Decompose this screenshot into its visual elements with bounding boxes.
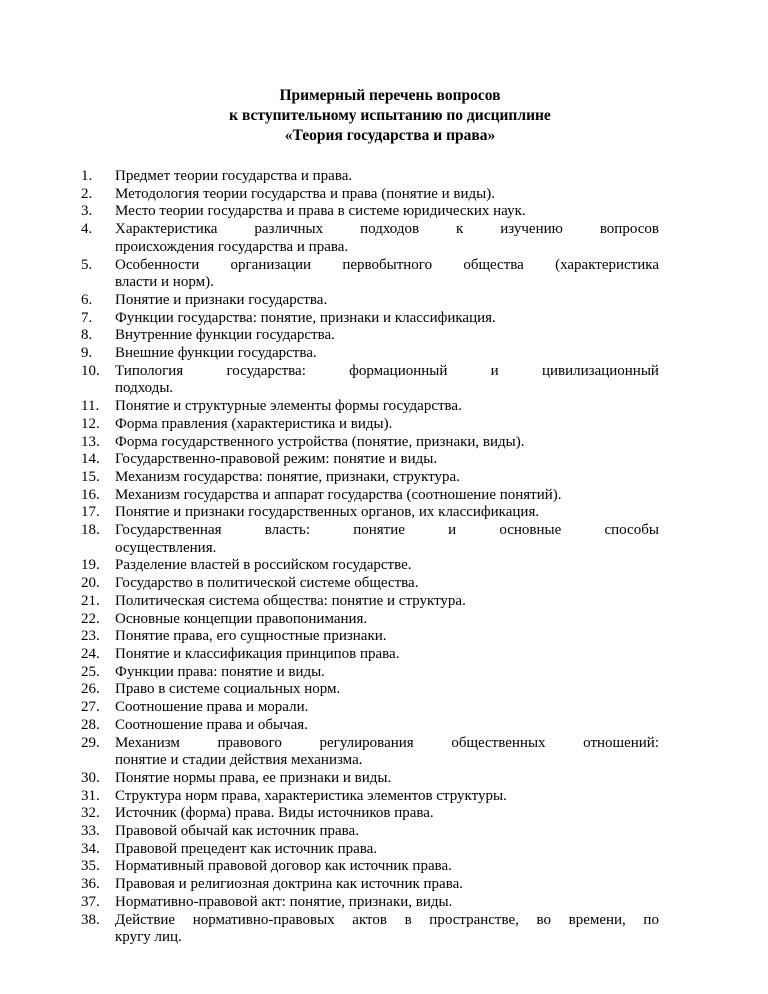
question-word: Типология (115, 362, 184, 379)
question-word: нормативно-правовых (192, 911, 335, 928)
question-number: 11. (81, 398, 100, 415)
question-text: Функции права: понятие и виды. (115, 663, 325, 680)
question-text: Государственно-правовой режим: понятие и виды. (115, 451, 438, 468)
question-word: Механизм (115, 734, 180, 751)
question-word: общества (463, 256, 524, 273)
question-number: 9. (81, 345, 93, 362)
question-number: 18. (81, 522, 100, 539)
question-text: Нормативный правовой договор как источник права. (115, 858, 452, 875)
question-number: 17. (81, 504, 100, 521)
question-item (81, 451, 659, 469)
question-text: Механизм государства и аппарат государства (соотношение понятий). (115, 486, 562, 503)
question-number: 27. (81, 699, 100, 716)
question-text: Внешние функции государства. (115, 345, 317, 362)
question-text-justified-line (115, 221, 659, 239)
question-item (81, 362, 659, 398)
question-item (81, 734, 659, 770)
question-number: 19. (81, 557, 100, 574)
question-word: власть: (264, 522, 310, 539)
question-text-continuation: понятие и стадии действия механизма. (115, 752, 363, 769)
question-number: 2. (81, 185, 93, 202)
document-title (0, 86, 768, 146)
question-item (81, 415, 659, 434)
question-item (81, 309, 659, 328)
question-text: Форма правления (характеристика и виды). (115, 415, 393, 432)
question-number: 23. (81, 628, 100, 645)
question-word: понятие (353, 522, 405, 539)
question-word: государства: (226, 362, 306, 379)
question-item (81, 327, 659, 345)
question-number: 35. (81, 858, 100, 875)
question-text: Предмет теории государства и права. (115, 168, 353, 184)
question-number: 16. (81, 486, 100, 503)
question-text: Форма государственного устройства (понятие, признаки, виды). (115, 433, 525, 450)
question-list (81, 168, 659, 947)
question-text: Понятие и структурные элементы формы государства. (115, 398, 462, 415)
question-item (81, 645, 659, 664)
question-item (81, 787, 659, 806)
question-word: вопросов (599, 221, 659, 238)
question-text-continuation: осуществления. (115, 539, 217, 556)
question-item (81, 522, 659, 557)
question-word: и (490, 362, 499, 379)
question-word: в (404, 911, 412, 928)
question-word: подходов (360, 221, 420, 238)
question-number: 33. (81, 823, 100, 840)
question-text-continuation: кругу лиц. (115, 929, 182, 946)
question-word: Государственная (115, 522, 222, 539)
question-number: 13. (81, 433, 100, 450)
question-number: 28. (81, 716, 100, 733)
question-item (81, 398, 659, 416)
question-item (81, 504, 659, 522)
question-item (81, 610, 659, 629)
question-item (81, 681, 659, 699)
question-item (81, 716, 659, 735)
question-word: изучению (500, 221, 563, 238)
question-word: формационный (349, 362, 448, 379)
question-text: Основные концепции правопонимания. (115, 610, 368, 627)
question-number: 29. (81, 734, 100, 751)
question-item (81, 345, 659, 363)
question-item (81, 221, 659, 256)
question-item (81, 168, 659, 186)
question-number: 5. (81, 256, 93, 273)
question-word: по (643, 911, 659, 928)
question-number: 31. (81, 787, 100, 804)
question-item (81, 893, 659, 912)
question-text: Понятие и признаки государства. (115, 291, 328, 308)
question-word: Характеристика (115, 221, 218, 238)
question-word: (характеристика (555, 256, 659, 273)
question-number: 36. (81, 876, 100, 893)
question-number: 25. (81, 663, 100, 680)
question-text: Механизм государства: понятие, признаки, структура. (115, 468, 460, 485)
question-text: Понятие права, его сущностные признаки. (115, 628, 387, 645)
question-text-continuation: власти и норм). (115, 274, 214, 291)
question-item (81, 911, 659, 947)
question-word: и (448, 522, 457, 539)
question-text-justified-line (115, 257, 659, 275)
title-line-2: к вступительному испытанию по дисциплине (229, 107, 551, 124)
question-item (81, 699, 659, 717)
question-text: Понятие и классификация принципов права. (115, 645, 400, 662)
question-item (81, 185, 659, 204)
question-text: Источник (форма) права. Виды источников права. (115, 805, 434, 822)
question-number: 4. (81, 221, 93, 238)
question-item (81, 592, 659, 611)
question-word: основные (499, 522, 562, 539)
question-text: Методология теории государства и права (понятие и виды). (115, 185, 495, 202)
question-text: Понятие и признаки государственных органов, их классификация. (115, 504, 540, 521)
question-word: регулирования (319, 734, 414, 751)
question-word: способы (604, 522, 659, 539)
question-text: Место теории государства и права в системе юридических наук. (115, 203, 526, 220)
question-text: Право в системе социальных норм. (115, 681, 341, 698)
question-word: актов (352, 911, 387, 928)
question-text: Государство в политической системе общества. (115, 575, 419, 592)
question-number: 24. (81, 645, 100, 662)
question-word: во (536, 911, 551, 928)
question-text: Функции государства: понятие, признаки и классификация. (115, 309, 496, 326)
question-word: цивилизационный (541, 362, 659, 379)
question-word: правового (217, 734, 282, 751)
question-number: 26. (81, 681, 100, 698)
question-text: Разделение властей в российском государстве. (115, 557, 412, 574)
question-item (81, 256, 659, 292)
question-text-justified-line (115, 912, 659, 930)
question-number: 37. (81, 893, 100, 910)
title-line-1: Примерный перечень вопросов (279, 87, 501, 104)
question-number: 15. (81, 468, 100, 485)
question-number: 14. (81, 451, 100, 468)
question-text: Правовой обычай как источник права. (115, 823, 359, 840)
question-word: к (456, 221, 464, 238)
question-text-continuation: происхождения государства и права. (115, 238, 349, 255)
question-number: 1. (81, 168, 93, 184)
question-number: 30. (81, 769, 100, 786)
question-text: Нормативно-правовой акт: понятие, признаки, виды. (115, 893, 453, 910)
question-text-justified-line (115, 522, 659, 540)
question-word: отношений: (583, 734, 659, 751)
question-number: 3. (81, 203, 93, 220)
question-item (81, 433, 659, 452)
question-item (81, 663, 659, 682)
question-text-justified-line (115, 735, 659, 753)
question-item (81, 769, 659, 788)
question-item (81, 840, 659, 859)
question-number: 8. (81, 327, 93, 344)
question-item (81, 628, 659, 646)
question-word: общественных (451, 734, 546, 751)
question-word: Особенности (115, 256, 200, 273)
question-text: Политическая система общества: понятие и структура. (115, 592, 466, 609)
question-number: 12. (81, 415, 100, 432)
question-word: организации (230, 256, 312, 273)
question-item (81, 557, 659, 575)
question-text-justified-line (115, 363, 659, 381)
question-word: различных (254, 221, 324, 238)
question-text: Правовая и религиозная доктрина как источник права. (115, 876, 463, 893)
question-item (81, 575, 659, 593)
title-line-3: «Теория государства и права» (284, 127, 496, 144)
question-number: 20. (81, 575, 100, 592)
question-text: Структура норм права, характеристика элементов структуры. (115, 787, 507, 804)
question-item (81, 858, 659, 876)
question-item (81, 876, 659, 894)
question-item (81, 291, 659, 310)
question-text: Понятие нормы права, ее признаки и виды. (115, 769, 392, 786)
question-number: 7. (81, 309, 93, 326)
question-number: 32. (81, 805, 100, 822)
question-word: пространстве, (429, 911, 519, 928)
question-word: первобытного (342, 256, 433, 273)
question-word: Действие (115, 911, 176, 928)
question-number: 34. (81, 840, 100, 857)
question-word: времени, (568, 911, 626, 928)
question-text: Правовой прецедент как источник права. (115, 840, 378, 857)
question-item (81, 203, 659, 221)
question-number: 10. (81, 362, 100, 379)
question-item (81, 468, 659, 487)
question-item (81, 805, 659, 823)
question-number: 22. (81, 610, 100, 627)
question-item (81, 823, 659, 841)
question-number: 21. (81, 592, 100, 609)
question-item (81, 486, 659, 505)
question-text-continuation: подходы. (115, 380, 174, 397)
question-number: 38. (81, 911, 100, 928)
question-text: Соотношение права и морали. (115, 699, 309, 716)
question-text: Внутренние функции государства. (115, 327, 335, 344)
question-text: Соотношение права и обычая. (115, 716, 308, 733)
question-number: 6. (81, 291, 93, 308)
